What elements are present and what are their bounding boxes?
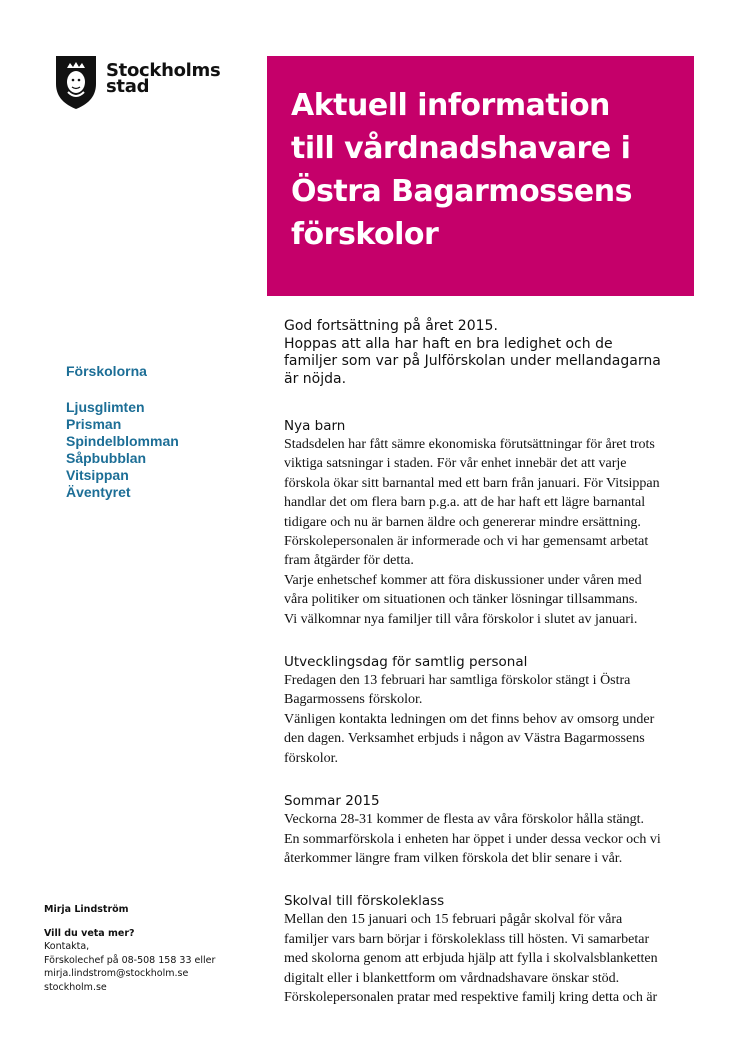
section-heading: Utvecklingsdag för samtlig personal	[284, 654, 528, 671]
body-line: Veckorna 28-31 kommer de flesta av våra förskolor hålla stängt.	[284, 812, 644, 828]
contact-block	[44, 903, 254, 994]
intro-line: Hoppas att alla har haft en bra ledighet och de	[284, 335, 613, 352]
body-line: Fredagen den 13 februari har samtliga förskolor stängt i Östra	[284, 673, 631, 689]
title-line: till vårdnadshavare i	[291, 131, 631, 166]
title-banner	[267, 56, 694, 296]
intro-line: är nöjda.	[284, 370, 347, 387]
section-heading: Sommar 2015	[284, 793, 380, 810]
body-line: tidigare och nu är barnen äldre och genererar mindre ersättning.	[284, 514, 641, 530]
logo-text	[106, 60, 221, 97]
main-content	[284, 318, 704, 1031]
preschool-sidebar	[66, 363, 256, 501]
section-body	[284, 910, 704, 1007]
body-line: Varje enhetschef kommer att föra diskussioner under våren med	[284, 572, 642, 588]
logo-line-2: stad	[106, 76, 150, 97]
body-line: Stadsdelen har fått sämre ekonomiska förutsättningar för året trots	[284, 437, 655, 452]
body-line: Vi välkomnar nya familjer till våra förskolor i slutet av januari.	[284, 611, 638, 627]
section-heading: Nya barn	[284, 418, 346, 434]
logo-line-1: Stockholms	[106, 60, 221, 81]
section-nya-barn	[284, 417, 704, 629]
body-line: Mellan den 15 januari och 15 februari pågår skolval för våra	[284, 912, 623, 928]
preschool-item: Vitsippan	[66, 467, 129, 483]
body-line: familjer vars barn börjar i förskoleklass till hösten. Vi samarbetar	[284, 931, 650, 947]
body-line: digitalt eller i blankettform om vårdnadshavare önskar stöd.	[284, 970, 620, 986]
body-line: handlar det om flera barn p.g.a. att de har haft ett lägre barnantal	[284, 495, 646, 511]
section-body	[284, 435, 704, 629]
body-line: återkommer längre fram vilken förskola det blir senare i vår.	[284, 850, 623, 866]
body-line: förskola ökar sitt barnantal med ett barn från januari. För Vitsippan	[284, 475, 660, 491]
contact-name: Mirja Lindström	[44, 904, 129, 915]
preschool-list	[66, 399, 256, 501]
section-heading: Skolval till förskoleklass	[284, 893, 445, 910]
contact-question: Vill du veta mer?	[44, 927, 135, 939]
page-title	[291, 84, 681, 256]
body-line: våra politiker om situationen och tänker lösningar tillsammans.	[284, 592, 638, 608]
contact-line: Förskolechef på 08-508 158 33 eller	[44, 954, 216, 966]
body-line: den dagen. Verksamhet erbjuds i någon av Västra Bagarmossens	[284, 731, 645, 747]
body-line: med skolorna genom att erbjuda hjälp att fylla i skolvalsblanketten	[284, 951, 658, 967]
section-body	[284, 671, 704, 768]
contact-line: Kontakta,	[44, 941, 90, 952]
section-sommar	[284, 792, 704, 868]
body-line: Bagarmossens förskolor.	[284, 692, 423, 708]
stockholm-crest-icon	[54, 54, 98, 110]
intro-text	[284, 318, 704, 388]
body-line: fram åtgärder för detta.	[284, 553, 414, 569]
preschool-item: Spindelblomman	[66, 433, 179, 449]
contact-email: mirja.lindstrom@stockholm.se	[44, 968, 189, 979]
title-line: Aktuell information	[291, 88, 610, 123]
body-line: viktiga satsningar i staden. För vår enhet innebär det att varje	[284, 456, 627, 472]
body-line: Förskolepersonalen pratar med respektive familj kring detta och är	[284, 989, 658, 1005]
title-line: förskolor	[291, 217, 439, 252]
body-line: En sommarförskola i enheten har öppet i under dessa veckor och vi	[284, 831, 661, 847]
title-line: Östra Bagarmossens	[291, 174, 632, 209]
section-utvecklingsdag	[284, 653, 704, 768]
body-line: Vänligen kontakta ledningen om det finns behov av omsorg under	[284, 711, 655, 727]
section-skolval	[284, 892, 704, 1007]
body-line: förskolor.	[284, 750, 339, 766]
intro-line: God fortsättning på året 2015.	[284, 318, 498, 334]
sidebar-heading: Förskolorna	[66, 363, 147, 379]
preschool-item: Ljusglimten	[66, 399, 145, 415]
preschool-item: Såpbubblan	[66, 450, 147, 466]
section-body	[284, 810, 704, 868]
contact-website: stockholm.se	[44, 981, 107, 993]
intro-line: familjer som var på Julförskolan under mellandagarna	[284, 353, 661, 369]
stockholm-logo	[54, 54, 224, 114]
body-line: Förskolepersonalen är informerade och vi har gemensamt arbetat	[284, 534, 649, 550]
preschool-item: Äventyret	[66, 484, 131, 500]
preschool-item: Prisman	[66, 416, 122, 432]
